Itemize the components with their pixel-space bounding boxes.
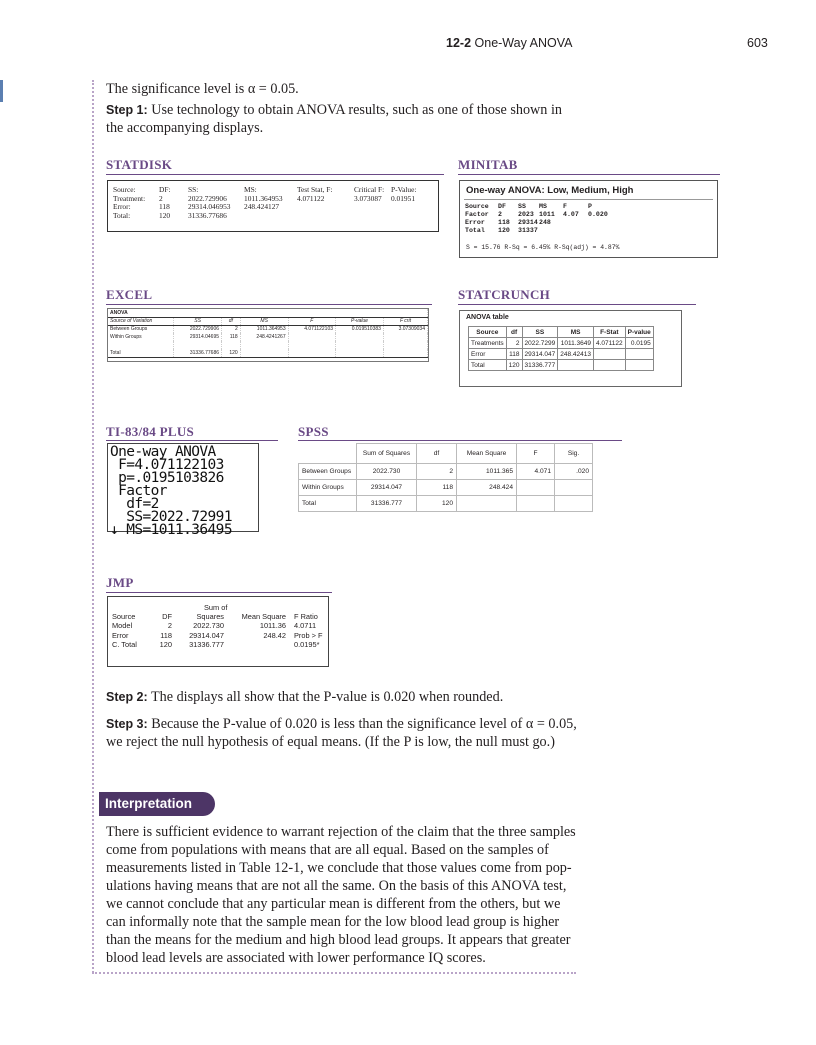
statcrunch-row xyxy=(469,349,654,360)
significance-line xyxy=(106,80,580,98)
statcrunch-cell xyxy=(625,360,653,371)
jmp-cell: 2 xyxy=(167,621,172,631)
section-title: One-Way ANOVA xyxy=(474,36,573,50)
minitab-header-cell: DF xyxy=(498,203,506,210)
statcrunch-title: STATCRUNCH xyxy=(458,287,551,302)
excel-cell: 4.071122103 xyxy=(288,325,335,333)
ti-screen-line: One-way ANOVA xyxy=(110,444,216,460)
statcrunch-cell: 4.071122 xyxy=(593,338,625,349)
interpretation-line: measurements listed in Table 12-1, we conclude that those values come from pop- xyxy=(106,860,572,876)
spss-header-cell: Sum of Squares xyxy=(357,444,417,464)
jmp-rule xyxy=(106,592,332,593)
excel-header-cell: P-value xyxy=(336,317,384,325)
jmp-cell: Error xyxy=(112,630,129,640)
jmp-cell: 248.42 xyxy=(263,630,286,640)
excel-cell: Between Groups xyxy=(108,325,174,333)
step1-text-line1: Use technology to obtain ANOVA results, such as one of those shown in xyxy=(147,102,562,118)
spss-cell xyxy=(555,480,593,496)
jmp-header-top: Sum of xyxy=(204,603,228,612)
excel-cell xyxy=(108,341,174,349)
excel-cell: 118 xyxy=(222,333,241,341)
jmp-cell: 4.0711 xyxy=(294,621,317,631)
step2-label: Step 2: xyxy=(106,690,148,704)
excel-cell: 2 xyxy=(222,325,241,333)
statcrunch-heading: ANOVA table xyxy=(466,314,509,321)
step3-label: Step 3: xyxy=(106,717,148,731)
interpretation-line: There is sufficient evidence to warrant rejection of the claim that the three samples xyxy=(106,824,576,840)
alpha-value: α = 0.05. xyxy=(247,81,299,97)
minitab-cell: Total xyxy=(465,227,485,234)
step1-text-line2: the accompanying displays. xyxy=(106,120,264,136)
statdisk-header-cell: Test Stat, F: xyxy=(297,185,333,194)
spss-header-cell xyxy=(299,444,357,464)
excel-cell: 1011.364953 xyxy=(240,325,288,333)
excel-cell: Total xyxy=(108,349,174,357)
excel-cell xyxy=(383,333,427,341)
spss-header-cell: Sig. xyxy=(555,444,593,464)
ti-screen-line: p=.0195103826 xyxy=(110,470,224,486)
excel-display xyxy=(107,308,429,362)
ti-screen-text xyxy=(110,446,232,537)
spss-cell: 2022.730 xyxy=(357,464,417,480)
statdisk-cell: 31336.77686 xyxy=(188,210,227,220)
statcrunch-header-cell: df xyxy=(506,327,522,338)
statdisk-cell: 248.424127 xyxy=(244,202,280,211)
minitab-header-cell: P xyxy=(588,203,592,210)
statcrunch-cell: 248.42413 xyxy=(558,349,594,360)
excel-table xyxy=(108,309,428,358)
jmp-header-cell: Mean Square xyxy=(241,612,286,621)
excel-header-cell: df xyxy=(222,317,241,325)
excel-rule xyxy=(106,304,432,305)
excel-header-cell: Source of Variation xyxy=(108,317,174,325)
ti-screen-line: SS=2022.72991 xyxy=(110,509,232,525)
statdisk-header-cell: DF: xyxy=(159,185,171,194)
margin-marker xyxy=(0,80,3,102)
statcrunch-cell: 2 xyxy=(506,338,522,349)
excel-cell xyxy=(336,349,384,357)
statcrunch-row xyxy=(469,338,654,349)
statdisk-cell: 4.071122 xyxy=(297,193,325,203)
spss-header-cell: F xyxy=(517,444,555,464)
ti-title: TI-83/84 PLUS xyxy=(106,424,195,439)
statdisk-header-cell: SS: xyxy=(188,185,199,194)
spss-title: SPSS xyxy=(298,424,329,439)
statcrunch-cell: 118 xyxy=(506,349,522,360)
dotted-margin-rule xyxy=(92,80,94,973)
excel-cell: 120 xyxy=(222,349,241,357)
statdisk-header-cell: P-Value: xyxy=(391,185,417,194)
minitab-cell: 4.07 xyxy=(563,211,579,218)
statcrunch-cell xyxy=(625,349,653,360)
significance-text: The significance level is xyxy=(106,81,248,97)
statdisk-cell: Treatment: xyxy=(113,193,146,203)
interpretation-line: blood lead levels are associated with lower performance IQ scores. xyxy=(106,950,486,966)
minitab-cell: Factor xyxy=(465,211,489,218)
statdisk-cell: Total: xyxy=(113,210,131,220)
minitab-cell: 118 xyxy=(498,219,510,226)
spss-cell xyxy=(517,480,555,496)
statdisk-rule xyxy=(106,174,444,175)
statcrunch-row xyxy=(469,360,654,371)
statdisk-cell: 2 xyxy=(159,193,163,203)
jmp-cell: 29314.047 xyxy=(189,630,224,640)
statcrunch-header-cell: P-value xyxy=(625,327,653,338)
statdisk-header-cell: Critical F: xyxy=(354,185,385,194)
interpretation-paragraph xyxy=(106,823,586,967)
minitab-display xyxy=(459,180,718,258)
statcrunch-table xyxy=(468,326,654,371)
jmp-cell: Model xyxy=(112,621,133,631)
excel-cell xyxy=(222,341,241,349)
excel-cell xyxy=(288,333,335,341)
dotted-bottom-rule xyxy=(92,972,576,974)
jmp-title: JMP xyxy=(106,575,134,590)
step1-label: Step 1: xyxy=(106,103,148,117)
excel-header-row xyxy=(108,317,428,325)
spss-cell xyxy=(555,496,593,512)
spss-cell: Total xyxy=(299,496,357,512)
spss-cell: 118 xyxy=(417,480,457,496)
statcrunch-cell: Total xyxy=(469,360,507,371)
statdisk-title: STATDISK xyxy=(106,157,173,172)
spss-cell: Within Groups xyxy=(299,480,357,496)
statcrunch-cell xyxy=(593,360,625,371)
statcrunch-header-row xyxy=(469,327,654,338)
statcrunch-cell: Error xyxy=(469,349,507,360)
statcrunch-cell: Treatments xyxy=(469,338,507,349)
excel-title: EXCEL xyxy=(106,287,153,302)
section-number: 12-2 xyxy=(446,36,472,50)
minitab-cell: 2023 xyxy=(518,211,534,218)
statcrunch-header-cell: Source xyxy=(469,327,507,338)
statdisk-cell: 120 xyxy=(159,210,171,220)
minitab-cell: 248 xyxy=(539,219,551,226)
statcrunch-header-cell: MS xyxy=(558,327,594,338)
running-header xyxy=(446,36,572,50)
jmp-cell: Prob > F xyxy=(294,630,323,640)
excel-header-cell: SS xyxy=(174,317,222,325)
statdisk-display xyxy=(107,180,439,232)
excel-cell: 29314.04695 xyxy=(174,333,222,341)
excel-cell xyxy=(336,333,384,341)
step1-paragraph xyxy=(106,101,580,137)
statcrunch-cell: 0.0195 xyxy=(625,338,653,349)
spss-cell: Between Groups xyxy=(299,464,357,480)
spss-header-row xyxy=(299,444,593,464)
spss-cell: 2 xyxy=(417,464,457,480)
minitab-cell: 120 xyxy=(498,227,510,234)
excel-header-cell: F xyxy=(288,317,335,325)
statcrunch-cell xyxy=(593,349,625,360)
statcrunch-header-cell: F-Stat xyxy=(593,327,625,338)
spss-cell: 4.071 xyxy=(517,464,555,480)
jmp-header-cell: DF xyxy=(162,612,172,621)
step3-text-line2: we reject the null hypothesis of equal means. (If the P is low, the null must go.) xyxy=(106,734,555,750)
ti-screen-line: df=2 xyxy=(110,496,159,512)
statcrunch-cell: 120 xyxy=(506,360,522,371)
jmp-cell: 118 xyxy=(160,630,172,640)
excel-cell: Within Groups xyxy=(108,333,174,341)
excel-header-cell: F crit xyxy=(383,317,427,325)
interpretation-badge: Interpretation xyxy=(99,792,215,816)
statcrunch-cell xyxy=(558,360,594,371)
excel-cell xyxy=(240,349,288,357)
spss-cell: 120 xyxy=(417,496,457,512)
statdisk-cell: Error: xyxy=(113,202,131,211)
jmp-cell: 120 xyxy=(159,640,172,650)
spss-rule xyxy=(298,440,622,441)
jmp-cell: 0.0195* xyxy=(294,640,320,650)
minitab-header-cell: SS xyxy=(518,203,526,210)
statdisk-cell: 1011.364953 xyxy=(244,193,283,203)
excel-title-cell: ANOVA xyxy=(108,309,428,317)
excel-cell xyxy=(383,341,427,349)
minitab-cell: 2 xyxy=(498,211,502,218)
jmp-cell: 1011.36 xyxy=(259,621,286,631)
minitab-cell: 29314 xyxy=(518,219,538,226)
excel-cell xyxy=(288,341,335,349)
spss-cell xyxy=(517,496,555,512)
excel-row xyxy=(108,349,428,357)
page-number: 603 xyxy=(747,36,768,50)
excel-cell: 248.4241267 xyxy=(240,333,288,341)
excel-cell: 0.019510383 xyxy=(336,325,384,333)
spss-cell: 248.424 xyxy=(457,480,517,496)
minitab-header-cell: F xyxy=(563,203,567,210)
statdisk-cell: 2022.729906 xyxy=(188,193,227,203)
excel-row xyxy=(108,341,428,349)
ti-rule xyxy=(106,440,278,441)
spss-row xyxy=(299,480,593,496)
statcrunch-cell: 2022.7299 xyxy=(522,338,558,349)
statcrunch-cell: 31336.777 xyxy=(522,360,558,371)
spss-cell xyxy=(457,496,517,512)
ti-screen-line: Factor xyxy=(110,483,167,499)
interpretation-line: than the means for the medium and high blood lead groups. It appears that greater xyxy=(106,932,571,948)
excel-cell: 31336.77686 xyxy=(174,349,222,357)
spss-header-cell: df xyxy=(417,444,457,464)
interpretation-line: ulations having means that are not all the same. On the basis of this ANOVA test, xyxy=(106,878,567,894)
interpretation-line: we cannot conclude that any particular mean is different from the others, but we xyxy=(106,896,561,912)
statdisk-cell: 29314.046953 xyxy=(188,202,231,211)
statdisk-cell: 3.073087 xyxy=(354,193,382,203)
minitab-divider xyxy=(464,199,713,200)
excel-cell xyxy=(383,349,427,357)
jmp-display xyxy=(107,596,329,667)
excel-cell xyxy=(288,349,335,357)
step2-text: The displays all show that the P-value is 0.020 when rounded. xyxy=(147,689,504,705)
minitab-rule xyxy=(458,174,720,175)
excel-row xyxy=(108,333,428,341)
minitab-title: MINITAB xyxy=(458,157,518,172)
statcrunch-cell: 1011.3649 xyxy=(558,338,594,349)
minitab-cell: Error xyxy=(465,219,485,226)
step3-paragraph xyxy=(106,715,580,751)
jmp-cell: 2022.730 xyxy=(193,621,224,631)
minitab-cell: 1011 xyxy=(539,211,555,218)
spss-row xyxy=(299,464,593,480)
spss-table xyxy=(298,443,593,512)
spss-header-cell: Mean Square xyxy=(457,444,517,464)
jmp-cell: 31336.777 xyxy=(189,640,224,650)
excel-cell xyxy=(336,341,384,349)
statdisk-header-cell: Source: xyxy=(113,185,136,194)
excel-cell xyxy=(240,341,288,349)
statcrunch-cell: 29314.047 xyxy=(522,349,558,360)
minitab-cell: 0.020 xyxy=(588,211,608,218)
minitab-header-cell: Source xyxy=(465,203,489,210)
statcrunch-display xyxy=(459,310,682,387)
minitab-header-cell: MS xyxy=(539,203,547,210)
ti-screen-line: ↓ MS=1011.36495 xyxy=(110,522,232,538)
excel-cell: 2022.729906 xyxy=(174,325,222,333)
statdisk-cell: 118 xyxy=(159,202,170,211)
excel-cell xyxy=(174,341,222,349)
spss-display xyxy=(298,443,593,512)
jmp-cell: C. Total xyxy=(112,640,137,650)
statdisk-header-cell: MS: xyxy=(244,185,257,194)
jmp-header-cell: Source xyxy=(112,612,136,621)
interpretation-line: come from populations with means that are all equal. Based on the samples of xyxy=(106,842,549,858)
spss-cell: 31336.777 xyxy=(357,496,417,512)
step2-paragraph xyxy=(106,688,580,706)
interpretation-line: can informally note that the sample mean for the low blood lead group is higher xyxy=(106,914,560,930)
statcrunch-header-cell: SS xyxy=(522,327,558,338)
statdisk-cell: 0.01951 xyxy=(391,193,416,203)
spss-cell: 1011.365 xyxy=(457,464,517,480)
spss-row xyxy=(299,496,593,512)
jmp-header-cell: Squares xyxy=(196,612,224,621)
ti-display xyxy=(107,443,259,538)
minitab-heading: One-way ANOVA: Low, Medium, High xyxy=(466,185,634,196)
excel-row xyxy=(108,325,428,333)
ti-screen-line: F=4.071122103 xyxy=(110,457,224,473)
excel-header-cell: MS xyxy=(240,317,288,325)
excel-cell: 3.07309034 xyxy=(383,325,427,333)
statcrunch-rule xyxy=(458,304,696,305)
minitab-footer: S = 15.76 R-Sq = 6.45% R-Sq(adj) = 4.87% xyxy=(466,244,620,251)
minitab-cell: 31337 xyxy=(518,227,538,234)
spss-cell: .020 xyxy=(555,464,593,480)
spss-cell: 29314.047 xyxy=(357,480,417,496)
jmp-header-cell: F Ratio xyxy=(294,612,318,621)
excel-title-row xyxy=(108,309,428,317)
step3-text-line1: Because the P-value of 0.020 is less than the significance level of α = 0.05, xyxy=(147,716,577,732)
